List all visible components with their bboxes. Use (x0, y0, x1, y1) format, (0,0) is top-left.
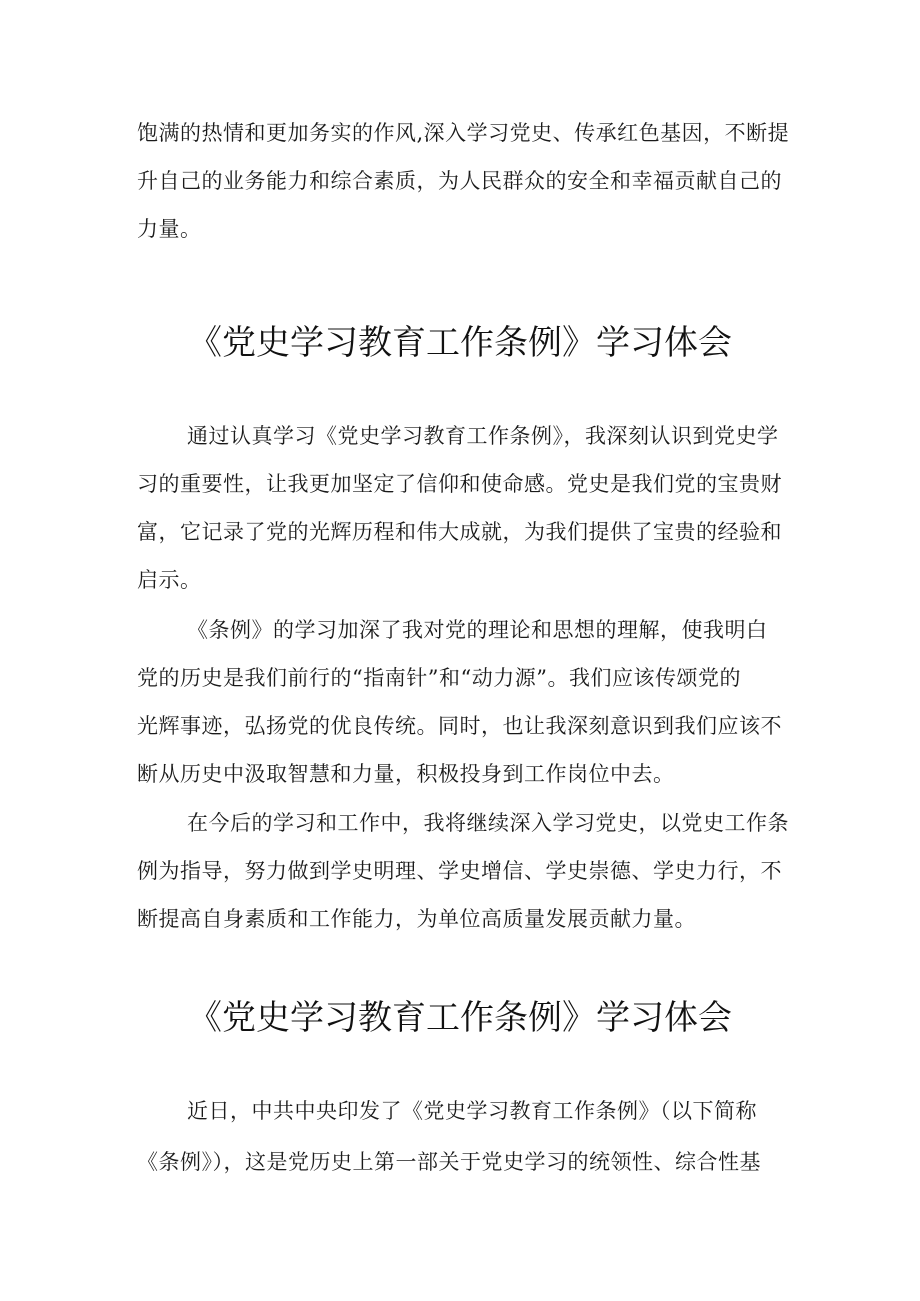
article-title: 《党史学习教育工作条例》学习体会 (188, 998, 732, 1038)
text-line: 饱满的热情和更加务实的作风,深入学习党史、传承红色基因，不断提 (137, 121, 790, 145)
text-line: 断提高自身素质和工作能力，为单位高质量发展贡献力量。 (137, 907, 696, 931)
article-title: 《党史学习教育工作条例》学习体会 (188, 323, 732, 363)
text-line: 升自己的业务能力和综合素质，为人民群众的安全和幸福贡献自己的 (137, 169, 782, 193)
text-line: 在今后的学习和工作中，我将继续深入学习党史，以党史工作条 (187, 811, 789, 835)
text-line: 启示。 (137, 568, 202, 592)
text-line: 《条例》），这是党历史上第一部关于党史学习的统领性、综合性基 (137, 1150, 761, 1174)
text-line: 力量。 (137, 217, 202, 241)
text-line: 近日，中共中央印发了《党史学习教育工作条例》（以下简称 (187, 1099, 757, 1123)
text-line: 通过认真学习《党史学习教育工作条例》，我深刻认识到党史学 (187, 424, 779, 448)
text-line: 习的重要性，让我更加坚定了信仰和使命感。党史是我们党的宝贵财 (137, 472, 782, 496)
text-line: 断从历史中汲取智慧和力量，积极投身到工作岗位中去。 (137, 762, 675, 786)
text-line: 《条例》的学习加深了我对党的理论和思想的理解，使我明白 (187, 618, 768, 642)
text-line: 富，它记录了党的光辉历程和伟大成就，为我们提供了宝贵的经验和 (137, 520, 782, 544)
text-line: 例为指导，努力做到学史明理、学史增信、学史崇德、学史力行，不 (137, 859, 782, 883)
text-line: 光辉事迹，弘扬党的优良传统。同时，也让我深刻意识到我们应该不 (137, 714, 782, 738)
text-line: 党的历史是我们前行的“指南针”和“动力源”。我们应该传颂党的 (137, 666, 741, 690)
